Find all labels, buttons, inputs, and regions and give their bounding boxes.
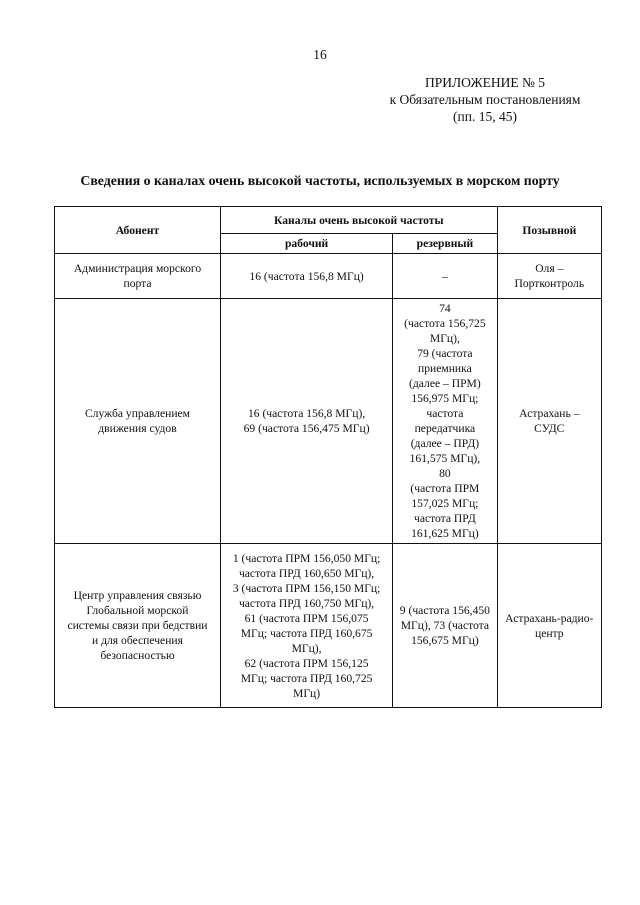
appendix-title: ПРИЛОЖЕНИЕ № 5	[424, 75, 546, 90]
table-row	[55, 544, 602, 708]
document-title: Сведения о каналах очень высокой частоты, используемых в морском порту	[80, 173, 560, 188]
vhf-channels-table	[54, 206, 602, 708]
cell-reserve: 74 (частота 156,725 МГц), 79 (частота приемника (далее – ПРМ) 156,975 МГц; частота передатчика (далее – ПРД) 161,575 МГц), 80 (частота ПРМ 157,025 МГц; частота ПРД 161,625 МГц)	[393, 299, 497, 544]
page-number: 16	[313, 47, 327, 62]
header-callsign: Позывной	[497, 207, 601, 254]
cell-working: 16 (частота 156,8 МГц), 69 (частота 156,475 МГц)	[220, 299, 392, 544]
header-reserve: резервный	[393, 234, 497, 254]
cell-subscriber: Администрация морского порта	[55, 254, 221, 299]
cell-reserve: 9 (частота 156,450 МГц), 73 (частота 156,675 МГц)	[393, 544, 497, 708]
table-row	[55, 254, 602, 299]
cell-callsign: Астрахань – СУДС	[497, 299, 601, 544]
cell-reserve: –	[393, 254, 497, 299]
cell-working: 1 (частота ПРМ 156,050 МГц; частота ПРД 160,650 МГц), 3 (частота ПРМ 156,150 МГц; частота ПРД 160,750 МГц), 61 (частота ПРМ 156,075 МГц; частота ПРД 160,675 МГц), 62 (частота ПРМ 156,125 МГц; частота ПРД 160,725 МГц)	[220, 544, 392, 708]
header-working: рабочий	[220, 234, 392, 254]
header-vhf-channels: Каналы очень высокой частоты	[220, 207, 497, 234]
cell-subscriber: Центр управления связью Глобальной морской системы связи при бедствии и для обеспечения безопасностью	[55, 544, 221, 708]
appendix-header	[360, 74, 610, 125]
appendix-subtitle: к Обязательным постановлениям	[389, 92, 581, 107]
cell-callsign: Оля – Портконтроль	[497, 254, 601, 299]
table-row	[55, 299, 602, 544]
cell-callsign: Астрахань-радио- центр	[497, 544, 601, 708]
header-subscriber: Абонент	[55, 207, 221, 254]
table-header-row	[55, 207, 602, 234]
cell-working: 16 (частота 156,8 МГц)	[220, 254, 392, 299]
cell-subscriber: Служба управлением движения судов	[55, 299, 221, 544]
appendix-reference: (пп. 15, 45)	[453, 109, 517, 124]
